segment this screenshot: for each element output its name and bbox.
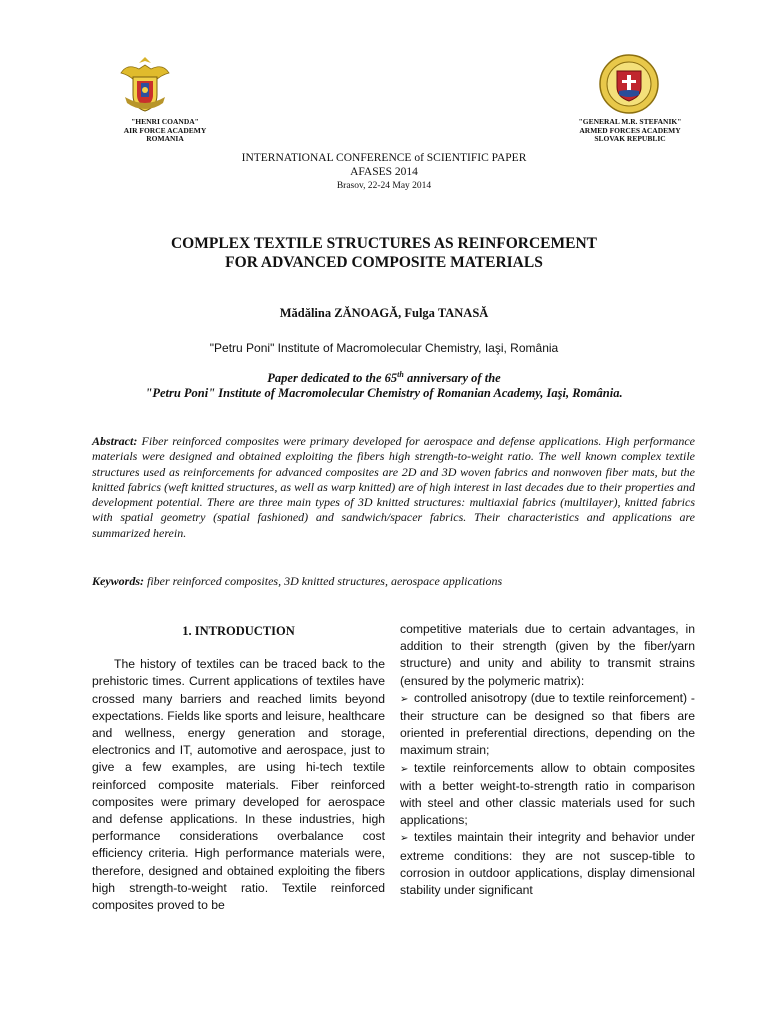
keywords bbox=[92, 574, 695, 589]
right-affiliation-line: "GENERAL M.R. STEFANIK" bbox=[578, 117, 682, 126]
arrow-bullet-icon: ➢ bbox=[400, 693, 409, 705]
keywords-label: Keywords: bbox=[92, 574, 144, 588]
dedication-line-1 bbox=[0, 370, 768, 386]
right-affiliation-line: ARMED FORCES ACADEMY bbox=[579, 125, 681, 135]
paper-title-line-2: FOR ADVANCED COMPOSITE MATERIALS bbox=[225, 254, 543, 271]
left-affiliation-line: AIR FORCE ACADEMY bbox=[123, 125, 207, 135]
dedication-line-2: "Petru Poni" Institute of Macromolecular Chemistry of Romanian Academy, Iaşi, România. bbox=[145, 386, 623, 400]
paper-title-line-1: COMPLEX TEXTILE STRUCTURES AS REINFORCEMENT bbox=[170, 235, 598, 252]
arrow-bullet-icon: ➢ bbox=[400, 833, 409, 845]
dedication-superscript: th bbox=[397, 370, 404, 379]
bullet-item bbox=[400, 690, 695, 760]
conference-acronym: AFASES 2014 bbox=[350, 166, 418, 178]
author-institute: "Petru Poni" Institute of Macromolecular Chemistry, Iaşi, România bbox=[209, 341, 559, 355]
bullet-text: controlled anisotropy (due to textile reinforcement) - their structure can be designed so that fibers are oriented in preferential directions, depending on the maximum strain; bbox=[400, 690, 695, 758]
dedication-text: Paper dedicated to the 65 bbox=[267, 371, 398, 386]
left-column bbox=[92, 623, 385, 914]
left-affiliation-line: "HENRI COANDA" bbox=[131, 117, 199, 126]
bullet-text: textile reinforcements allow to obtain composites with a better weight-to-strength ratio in comparison with steel and other classic materials used for such applications; bbox=[400, 760, 695, 828]
arrow-bullet-icon: ➢ bbox=[400, 763, 409, 775]
bullet-text: textiles maintain their integrity and behavior under extreme conditions: they are not suscep-tible to corrosion in outdoor applications, display dimensional stability under significant bbox=[400, 830, 695, 898]
stefanik-academy-seal-logo bbox=[598, 53, 660, 115]
section-heading: 1. INTRODUCTION bbox=[182, 624, 295, 638]
intro-paragraph: The history of textiles can be traced back to the prehistoric times. Current applications of textiles have crossed many barriers and reached limits beyond expectations. Fields like sports and leisure, healthcare and wellness, energy generation and storage, electronics and IT, automotive and aerospace, just to give a few examples, are using hi-tech textile reinforced composite materials. Fiber reinforced composites were primary developed for aerospace and defense applications. In these industries, high performance considerations overbalance cost efficiency criteria. High performance materials were, therefore, designed and obtained exploiting the fibers high strength-to-weight ratio. Textile reinforced composites proved to be bbox=[92, 657, 385, 913]
left-affiliation bbox=[110, 118, 220, 144]
conference-date: Brasov, 22-24 May 2014 bbox=[336, 181, 432, 191]
henri-coanda-crest-logo bbox=[115, 53, 175, 115]
abstract-text: Fiber reinforced composites were primary developed for aerospace and defense applications. High performance materials were designed and obtained exploiting the fibers high strength-to-weight ratio. The well known complex textile structures used as reinforcements for advanced composites are 2D and 3D woven fabrics and nonwoven fiber mats, but the knitted fabrics (weft knitted structures, as well as warp knitted) are of high interest in last decades due to their properties and development potential. There are three main types of 3D knitted structures: multiaxial fabrics (multilayer), knitted fabrics with spatial geometry (spatial fashioned) and sandwich/spacer fabrics. Their characteristics and applications are summarized herein. bbox=[92, 434, 695, 540]
bullet-item bbox=[400, 829, 695, 899]
left-affiliation-line: ROMANIA bbox=[146, 134, 184, 143]
conference-name: INTERNATIONAL CONFERENCE of SCIENTIFIC PAPER bbox=[241, 152, 527, 164]
right-affiliation bbox=[555, 118, 705, 144]
right-affiliation-line: SLOVAK REPUBLIC bbox=[594, 134, 666, 143]
continued-paragraph: competitive materials due to certain advantages, in addition to their strength (given by the fiber/yarn structure) and unity and ability to transmit strains (ensured by the polymeric matrix): bbox=[400, 622, 695, 688]
right-column bbox=[400, 621, 695, 899]
abstract bbox=[92, 434, 695, 541]
paper-authors: Mădălina ZĂNOAGĂ, Fulga TANASĂ bbox=[279, 306, 489, 320]
dedication-text: anniversary of the bbox=[403, 371, 501, 386]
bullet-item bbox=[400, 760, 695, 830]
keywords-text: fiber reinforced composites, 3D knitted structures, aerospace applications bbox=[144, 574, 503, 588]
abstract-label: Abstract: bbox=[92, 434, 138, 448]
